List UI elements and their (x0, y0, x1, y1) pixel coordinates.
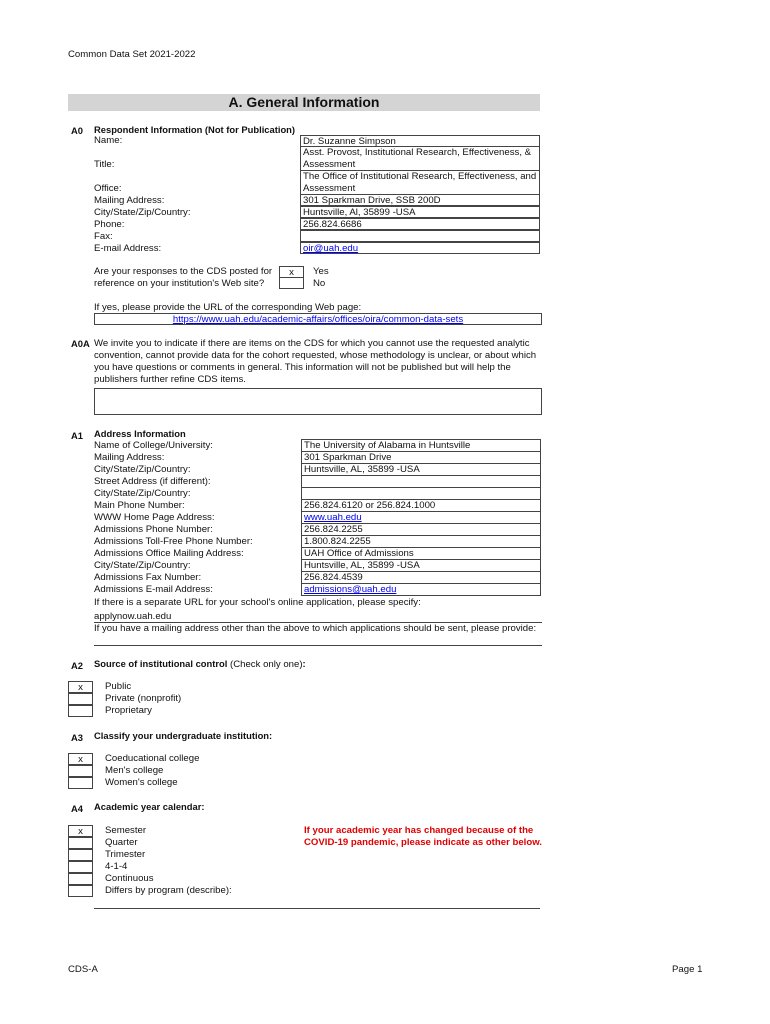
a4-heading: Academic year calendar: (94, 801, 205, 812)
a1-row-value[interactable]: Huntsville, AL, 35899 -USA (301, 559, 541, 572)
a4-option-checkbox[interactable] (68, 837, 93, 849)
a0-label-mailing: Mailing Address: (94, 195, 165, 206)
a1-row-value[interactable]: admissions@uah.edu (301, 583, 541, 596)
a4-option-checkbox[interactable]: x (68, 825, 93, 837)
a4-option-label: Differs by program (describe): (105, 885, 232, 896)
a0-yes-checkbox[interactable]: x (279, 266, 304, 278)
a3-code: A3 (71, 732, 83, 743)
footer-page-number: Page 1 (672, 964, 703, 975)
a4-option-label: Trimester (105, 849, 146, 860)
a0-posted-question-1: Are your responses to the CDS posted for (94, 266, 273, 277)
a3-option-checkbox[interactable]: x (68, 753, 93, 765)
a3-option-checkbox[interactable] (68, 777, 93, 789)
a1-row-value[interactable]: www.uah.edu (301, 511, 541, 524)
a0-office-line-1: The Office of Institutional Research, Effectiveness, and (303, 171, 537, 182)
a4-option-label: Quarter (105, 837, 138, 848)
a2-code: A2 (71, 660, 83, 671)
document-header: Common Data Set 2021-2022 (68, 49, 196, 60)
a1-row-label: Name of College/University: (94, 440, 213, 451)
a0-mailing-field[interactable]: 301 Sparkman Drive, SSB 200D (300, 194, 540, 206)
a1-row-value[interactable]: 256.824.2255 (301, 523, 541, 536)
a0-phone-field[interactable]: 256.824.6686 (300, 218, 540, 230)
a1-row-value[interactable]: 1.800.824.2255 (301, 535, 541, 548)
a1-row-label: Admissions Fax Number: (94, 572, 202, 583)
a0-label-fax: Fax: (94, 231, 113, 242)
a3-option-label: Coeducational college (105, 753, 200, 764)
a0-email-link[interactable]: oir@uah.edu (300, 242, 540, 254)
a1-row-label: Admissions Toll-Free Phone Number: (94, 536, 253, 547)
a3-heading: Classify your undergraduate institution: (94, 730, 273, 741)
a0-url-link[interactable]: https://www.uah.edu/academic-affairs/offices/oira/common-data-sets (94, 313, 542, 325)
a0-yes-label: Yes (313, 266, 329, 277)
a2-heading: Source of institutional control (94, 658, 228, 669)
a0-no-checkbox[interactable] (279, 277, 304, 289)
a1-row-value[interactable]: 256.824.4539 (301, 571, 541, 584)
a0-title-line-2: Assessment (303, 159, 356, 170)
a2-option-label: Public (105, 681, 132, 692)
a0-posted-question-2: reference on your institution's Web site? (94, 278, 265, 289)
a0a-response-box[interactable] (94, 388, 542, 415)
a1-row-label: City/State/Zip/Country: (94, 560, 191, 571)
a1-other-prompt: If you have a mailing address other than the above to which applications should be sent, please provide: (94, 623, 537, 634)
a0-heading: Respondent Information (Not for Publication) (94, 124, 296, 135)
a2-colon: : (302, 658, 306, 669)
a4-option-checkbox[interactable] (68, 873, 93, 885)
a3-option-label: Women's college (105, 777, 178, 788)
section-title: A. General Information (68, 94, 540, 111)
a1-row-value[interactable]: Huntsville, AL, 35899 -USA (301, 463, 541, 476)
a4-describe-divider (94, 908, 540, 909)
a1-row-label: WWW Home Page Address: (94, 512, 215, 523)
a0-url-prompt: If yes, please provide the URL of the corresponding Web page: (94, 302, 362, 313)
a0-label-office: Office: (94, 183, 122, 194)
footer-left: CDS-A (68, 964, 98, 975)
a3-option-label: Men's college (105, 765, 164, 776)
a0-city-field[interactable]: Huntsville, Al, 35899 -USA (300, 206, 540, 218)
a0a-instructions: We invite you to indicate if there are items on the CDS for which you cannot use the requested analytic convention, cannot provide data for the cohort requested, whose methodology is unclear, or about which you have questions or comments in general. This information will not be published but will help the publishers further refine CDS items. (94, 338, 537, 385)
a1-row-label: Main Phone Number: (94, 500, 185, 511)
a4-option-checkbox[interactable] (68, 885, 93, 897)
a0-title-field[interactable] (300, 146, 540, 171)
a0-label-name: Name: (94, 135, 123, 146)
a1-row-label: Admissions Office Mailing Address: (94, 548, 244, 559)
a1-other-divider (94, 645, 542, 646)
a3-option-checkbox[interactable] (68, 765, 93, 777)
a1-row-label: Street Address (if different): (94, 476, 211, 487)
a0-label-email: E-mail Address: (94, 243, 162, 254)
a1-row-value[interactable]: 301 Sparkman Drive (301, 451, 541, 464)
a2-option-checkbox[interactable]: x (68, 681, 93, 693)
a4-option-checkbox[interactable] (68, 849, 93, 861)
a1-heading: Address Information (94, 428, 186, 439)
a0-name-field[interactable]: Dr. Suzanne Simpson (300, 135, 540, 147)
a1-row-label: City/State/Zip/Country: (94, 464, 191, 475)
a4-option-label: Continuous (105, 873, 154, 884)
a1-row-value[interactable]: UAH Office of Admissions (301, 547, 541, 560)
a1-row-label: City/State/Zip/Country: (94, 488, 191, 499)
a2-option-label: Private (nonprofit) (105, 693, 182, 704)
a2-note: (Check only one) (227, 659, 303, 670)
a4-option-checkbox[interactable] (68, 861, 93, 873)
a2-option-checkbox[interactable] (68, 693, 93, 705)
a0-no-label: No (313, 278, 326, 289)
a1-row-label: Admissions Phone Number: (94, 524, 213, 535)
a0-title-line-1: Asst. Provost, Institutional Research, Effectiveness, & (303, 147, 532, 158)
a4-covid-note: If your academic year has changed because of the COVID-19 pandemic, please indicate as other below. (304, 825, 542, 848)
a4-option-label: Semester (105, 825, 147, 836)
a0-label-title: Title: (94, 159, 115, 170)
a1-row-value[interactable]: 256.824.6120 or 256.824.1000 (301, 499, 541, 512)
a2-option-checkbox[interactable] (68, 705, 93, 717)
a2-option-label: Proprietary (105, 705, 152, 716)
a0-fax-field[interactable] (300, 230, 540, 242)
a0-code: A0 (71, 125, 83, 136)
a1-row-value[interactable]: The University of Alabama in Huntsville (301, 439, 541, 452)
a0-label-city: City/State/Zip/Country: (94, 207, 191, 218)
a0-label-phone: Phone: (94, 219, 125, 230)
a4-code: A4 (71, 803, 83, 814)
a0-office-field[interactable] (300, 170, 540, 195)
a1-code: A1 (71, 430, 83, 441)
a1-row-label: Mailing Address: (94, 452, 165, 463)
a1-online-url[interactable]: applynow.uah.edu (94, 611, 172, 622)
a4-option-label: 4-1-4 (105, 861, 128, 872)
a2-heading-line (94, 658, 306, 670)
a0a-code: A0A (71, 338, 90, 349)
a0-office-line-2: Assessment (303, 183, 356, 194)
a1-online-prompt: If there is a separate URL for your school's online application, please specify: (94, 597, 421, 608)
a1-row-label: Admissions E-mail Address: (94, 584, 213, 595)
